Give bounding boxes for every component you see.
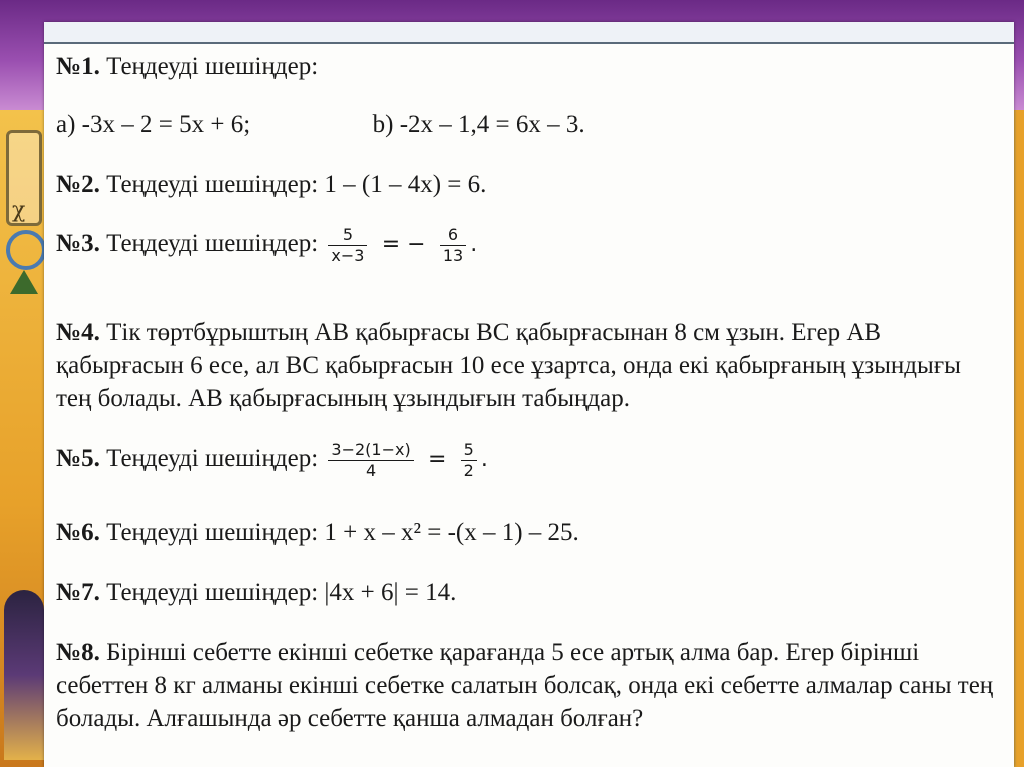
equals-sign: =	[427, 447, 447, 473]
equals-minus-sign: = −	[381, 232, 426, 258]
problem-3	[56, 225, 477, 266]
problem-instruction: Теңдеуді шешіңдер:	[106, 519, 319, 546]
problem-number: №5.	[56, 445, 100, 473]
problem-text: Бірінші себетте екінші себетке қарағанда 5 есе артық алма бар. Егер бірінші себеттен 8 кг алманы екінші себетке салатын болсақ, онда екі себетте алмалар саны тең болады. Алғашында әр себетте қанша алмадан болған?	[56, 639, 994, 732]
fraction-denominator: 4	[365, 461, 377, 480]
fraction-numerator: 3−2(1−x)	[328, 440, 413, 461]
problem-number: №8.	[56, 639, 100, 666]
problem-number: №6.	[56, 519, 100, 546]
equation-b: b) -2x – 1,4 = 6x – 3.	[372, 111, 585, 138]
problem-7	[56, 576, 456, 609]
problem-1-equations	[56, 108, 585, 141]
fraction-denominator: 13	[442, 246, 464, 265]
problem-instruction: Теңдеуді шешіңдер:	[106, 445, 319, 473]
slide-background-right	[1016, 110, 1024, 767]
period: .	[470, 232, 478, 258]
problem-1-heading	[56, 50, 318, 83]
equation: 1 + x – x² = -(x – 1) – 25.	[324, 519, 579, 546]
equation: |4x + 6| = 14.	[324, 579, 457, 606]
problem-instruction: Теңдеуді шешіңдер:	[106, 171, 319, 198]
problem-8	[56, 636, 996, 735]
problem-number: №2.	[56, 171, 100, 198]
fraction-denominator: x−3	[331, 246, 365, 265]
problem-instruction: Теңдеуді шешіңдер:	[106, 53, 319, 80]
equation: 1 – (1 – 4x) = 6.	[324, 171, 487, 198]
problem-4	[56, 316, 996, 415]
problem-instruction: Теңдеуді шешіңдер:	[106, 230, 319, 258]
problem-number: №3.	[56, 230, 100, 258]
fraction-right	[461, 440, 477, 481]
equation-a: a) -3x – 2 = 5x + 6;	[56, 111, 251, 138]
problem-number: №4.	[56, 319, 100, 346]
document-page	[44, 22, 1014, 767]
fraction-denominator: 2	[463, 461, 474, 480]
problem-6	[56, 516, 579, 549]
slide-background-left	[0, 110, 44, 767]
fraction-left	[328, 440, 413, 481]
fraction-numerator: 5	[328, 225, 367, 246]
page-top-bar	[44, 22, 1014, 44]
fraction-right	[440, 225, 466, 266]
problem-text: Тік төртбұрыштың AB қабырғасы BC қабырғасынан 8 см ұзын. Егер AB қабырғасын 6 есе, ал BC қабырғасын 10 есе ұзартса, онда екі қабырғаның ұзындығы тең болады. AB қабырғасының ұзындығын табыңдар.	[56, 319, 961, 412]
period: .	[480, 447, 488, 473]
fraction-left	[328, 225, 367, 266]
problem-number: №1.	[56, 53, 100, 80]
circle-decoration-icon	[6, 230, 46, 270]
chi-symbol-icon: χ	[12, 198, 26, 223]
cartoon-figure-icon	[4, 590, 44, 760]
problem-5	[56, 440, 488, 481]
triangle-decoration-icon	[10, 270, 38, 294]
fraction-numerator: 5	[461, 440, 477, 461]
fraction-numerator: 6	[440, 225, 466, 246]
problem-instruction: Теңдеуді шешіңдер:	[106, 579, 319, 606]
problem-number: №7.	[56, 579, 100, 606]
problem-2	[56, 168, 486, 201]
